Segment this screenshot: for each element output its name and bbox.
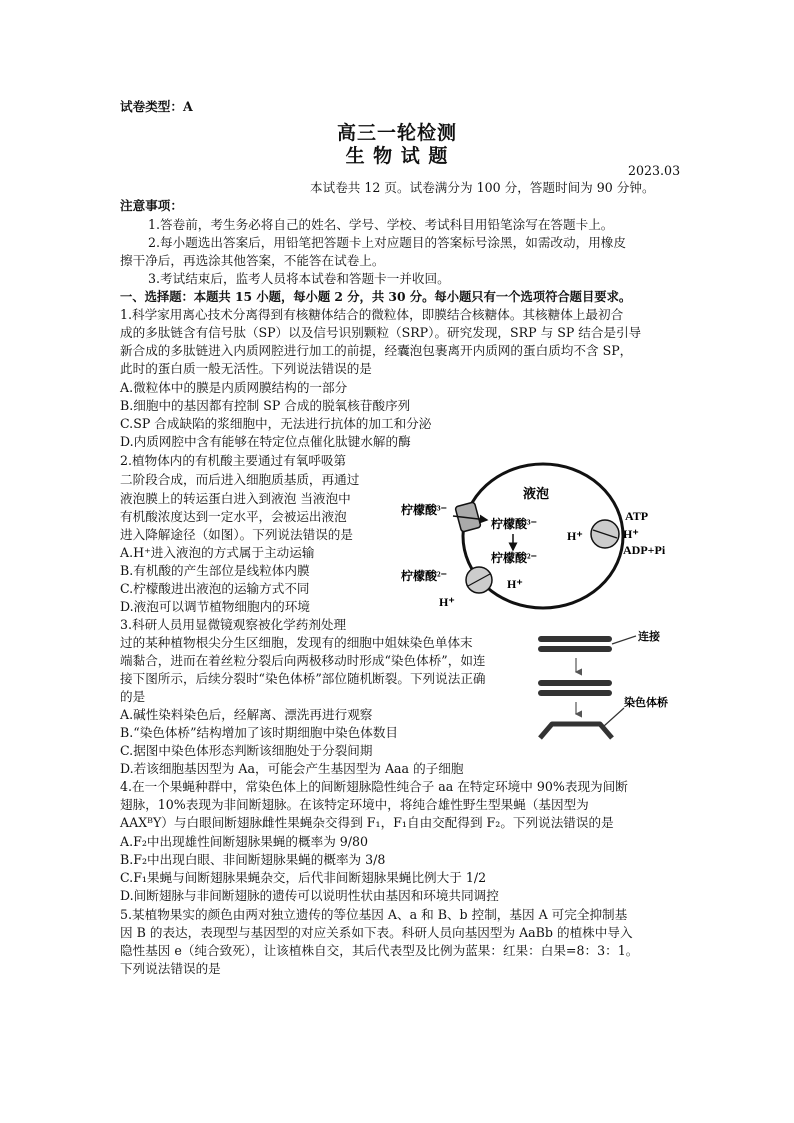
q1-stem-line: 成的多肽链含有信号肽（SP）以及信号识别颗粒（SRP）。研究发现，SRP 与 SP 结合是引导 <box>120 325 642 340</box>
q2-stem-line: 有机酸浓度达到一定水平，会被运出液泡 <box>120 509 347 524</box>
q3-stem-line: 的是 <box>120 689 146 704</box>
q5-stem-line: 5.某植物果实的颜色由两对独立遗传的等位基因 A、a 和 B、b 控制，基因 A 可完全抑制基 <box>120 907 628 922</box>
q3-option-d: D.若该细胞基因型为 Aa，可能会产生基因型为 Aaa 的子细胞 <box>120 761 464 776</box>
q1-stem-line: 新合成的多肽链进入内质网腔进行加工的前提，经囊泡包裹离开内质网的蛋白质均不含 SP， <box>120 343 633 358</box>
q3-option-b: B.“染色体桥”结构增加了该时期细胞中染色体数目 <box>120 725 399 740</box>
exam-subject: 生 物 试 题 <box>345 145 449 167</box>
connect-pointer <box>612 636 636 644</box>
h-plus-label-3: H⁺ <box>507 577 523 591</box>
q5-stem-line: 下列说法错误的是 <box>120 961 221 976</box>
chromosome-bridge <box>540 724 612 738</box>
q1-option-b: B.细胞中的基因都有控制 SP 合成的脱氧核苷酸序列 <box>120 398 411 413</box>
q1-option-d: D.内质网腔中含有能够在特定位点催化肽键水解的酶 <box>120 434 411 449</box>
citrate2-outer-label: 柠檬酸²⁻ <box>401 569 447 583</box>
q5-stem-line: 因 B 的表达，表现型与基因型的对应关系如下表。科研人员向基因型为 AaBb 的植株中导入 <box>120 925 633 940</box>
h-plus-label-1: H⁺ <box>567 529 583 543</box>
exam-title: 高三一轮检测 <box>336 122 457 144</box>
q2-option-a: A.H⁺进入液泡的方式属于主动运输 <box>120 545 315 560</box>
q4-option-a: A.F₂中出现雄性间断翅脉果蝇的概率为 9/80 <box>120 834 369 849</box>
chromatid-top-2 <box>538 680 612 686</box>
q2-stem-line: 二阶段合成，而后进入细胞质基质，再通过 <box>120 472 360 487</box>
q4-option-c: C.F₁果蝇与间断翅脉果蝇杂交，后代非间断翅脉果蝇比例大于 1/2 <box>120 870 487 885</box>
bridge-pointer <box>604 708 624 726</box>
note-item-2-cont: 擦干净后，再选涂其他答案，不能答在试卷上。 <box>120 253 385 268</box>
q3-option-c: C.据图中染色体形态判断该细胞处于分裂间期 <box>120 743 373 758</box>
atp-label: ATP <box>625 509 649 523</box>
connect-label: 连接 <box>638 631 660 643</box>
chromatid-bottom-2 <box>538 690 612 696</box>
q4-stem-line: 翅脉，10%表现为非间断翅脉。在该特定环境中，将纯合雄性野生型果蝇（基因型为 <box>120 797 589 812</box>
q4-option-b: B.F₂中出现白眼、非间断翅脉果蝇的概率为 3/8 <box>120 852 386 867</box>
q4-stem-line: 4.在一个果蝇种群中，常染色体上的间断翅脉隐性纯合子 aa 在特定环境中 90%表现为间断 <box>120 779 628 794</box>
q2-stem-line: 进入降解途径（如图）。下列说法错误的是 <box>120 527 353 542</box>
chromatid-bottom <box>538 646 612 652</box>
q2-option-d: D.液泡可以调节植物细胞内的环境 <box>120 599 310 614</box>
note-item-3: 3.考试结束后，监考人员将本试卷和答题卡一并收回。 <box>148 271 450 286</box>
q2-stem-line: 液泡膜上的转运蛋白进入到液泡 当液泡中 <box>120 491 351 506</box>
q1-stem-line: 1.科学家用离心技术分离得到有核糖体结合的微粒体，即膜结合核糖体。其核糖体上最初合 <box>120 307 624 322</box>
q1-option-c: C.SP 合成缺陷的浆细胞中，无法进行抗体的加工和分泌 <box>120 416 432 431</box>
citrate2-inner-label: 柠檬酸²⁻ <box>491 551 537 565</box>
q1-stem-line: 此时的蛋白质一般无活性。下列说法错误的是 <box>120 361 372 376</box>
q1-option-a: A.微粒体中的膜是内质网膜结构的一部分 <box>120 380 348 395</box>
notes-heading: 注意事项： <box>120 198 183 213</box>
citrate3-outer-label: 柠檬酸³⁻ <box>401 503 447 517</box>
paper-type: 试卷类型：A <box>120 99 193 114</box>
exam-info: 本试卷共 12 页。试卷满分为 100 分，答题时间为 90 分钟。 <box>310 180 655 195</box>
q3-stem-line: 接下图所示，后续分裂时“染色体桥”部位随机断裂。下列说法正确 <box>120 671 486 686</box>
citrate3-inner-label: 柠檬酸³⁻ <box>491 517 537 531</box>
q3-stem-line: 3.科研人员用显微镜观察被化学药剂处理 <box>120 617 347 632</box>
q2-stem-line: 2.植物体内的有机酸主要通过有氧呼吸第 <box>120 453 347 468</box>
chromatid-top <box>538 636 612 642</box>
q4-option-d: D.间断翅脉与非间断翅脉的遗传可以说明性状由基因和环境共同调控 <box>120 888 499 903</box>
q2-option-b: B.有机酸的产生部位是线粒体内膜 <box>120 563 310 578</box>
h-plus-label-4: H⁺ <box>439 595 455 609</box>
q3-stem-line: 过的某种植物根尖分生区细胞，发现有的细胞中姐妹染色单体末 <box>120 635 473 650</box>
chromosome-bridge-diagram <box>528 628 688 746</box>
vacuole-diagram <box>395 458 685 618</box>
h-plus-label-2: H⁺ <box>623 527 639 541</box>
q3-option-a: A.碱性染料染色后，经解离、漂洗再进行观察 <box>120 707 373 722</box>
q5-stem-line: 隐性基因 e（纯合致死），让该植株自交，其后代表型及比例为蓝果：红果：白果=8：3：1。 <box>120 943 639 958</box>
adp-label: ADP+Pi <box>623 543 666 557</box>
vacuole-label: 液泡 <box>523 486 550 501</box>
q4-stem-line: AAXᴮY）与白眼间断翅脉雌性果蝇杂交得到 F₁，F₁自由交配得到 F₂。下列说法错误的是 <box>120 815 614 830</box>
q2-option-c: C.柠檬酸进出液泡的运输方式不同 <box>120 581 310 596</box>
note-item-2: 2.每小题选出答案后，用铅笔把答题卡上对应题目的答案标号涂黑，如需改动，用橡皮 <box>148 235 626 250</box>
note-item-1: 1.答卷前，考生务必将自己的姓名、学号、学校、考试科目用铅笔涂写在答题卡上。 <box>148 217 614 232</box>
section-heading: 一、选择题：本题共 15 小题，每小题 2 分，共 30 分。每小题只有一个选项符合题目要求。 <box>120 289 632 304</box>
q3-stem-line: 端黏合，进而在着丝粒分裂后向两极移动时形成“染色体桥”，如连 <box>120 653 486 668</box>
exam-date: 2023.03 <box>628 163 681 178</box>
bridge-label: 染色体桥 <box>624 697 668 709</box>
